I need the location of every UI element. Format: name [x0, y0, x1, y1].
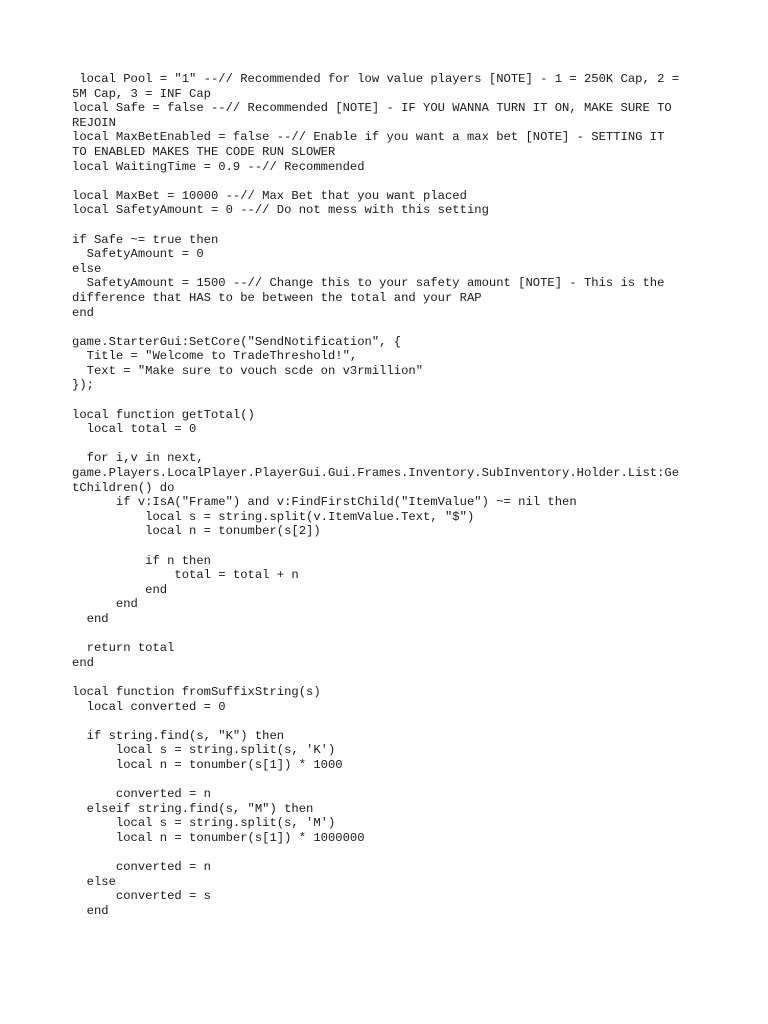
code-line: local MaxBetEnabled = false --// Enable if you want a max bet [NOTE] - SETTING IT: [72, 130, 665, 145]
code-line: elseif string.find(s, "M") then: [72, 801, 314, 816]
code-line: return total: [72, 641, 175, 656]
code-line: tChildren() do: [72, 480, 175, 495]
code-line: local WaitingTime = 0.9 --// Recommended: [72, 159, 365, 174]
code-line: if Safe ~= true then: [72, 232, 219, 247]
code-line: local n = tonumber(s[2]): [72, 524, 321, 539]
code-line: [72, 437, 702, 452]
code-line: end: [72, 903, 109, 918]
code-line: if n then: [72, 553, 211, 568]
code-line: local s = string.split(s, 'K'): [72, 743, 336, 758]
code-line: end: [72, 305, 94, 320]
code-line: [72, 393, 702, 408]
code-line: local Safe = false --// Recommended [NOTE] - IF YOU WANNA TURN IT ON, MAKE SURE TO: [72, 101, 672, 116]
code-line: Text = "Make sure to vouch scde on v3rmillion": [72, 363, 424, 378]
code-line: SafetyAmount = 0: [72, 247, 204, 262]
code-line: local Pool = "1" --// Recommended for low value players [NOTE] - 1 = 250K Cap, 2 =: [72, 72, 680, 86]
code-line: local total = 0: [72, 422, 197, 437]
code-line: local n = tonumber(s[1]) * 1000000: [72, 830, 365, 845]
code-line: local SafetyAmount = 0 --// Do not mess with this setting: [72, 203, 489, 218]
code-line: [72, 670, 702, 685]
code-line: game.Players.LocalPlayer.PlayerGui.Gui.Frames.Inventory.SubInventory.Holder.List:Ge: [72, 466, 680, 481]
code-line: [72, 773, 702, 788]
code-line: end: [72, 611, 109, 626]
code-line: [72, 174, 702, 189]
code-line: if v:IsA("Frame") and v:FindFirstChild("ItemValue") ~= nil then: [72, 495, 577, 510]
code-line: local converted = 0: [72, 699, 226, 714]
code-line: local function getTotal(): [72, 407, 255, 422]
code-line: if string.find(s, "K") then: [72, 728, 285, 743]
code-line: for i,v in next,: [72, 451, 204, 466]
code-line: REJOIN: [72, 115, 116, 130]
code-line: local s = string.split(v.ItemValue.Text, "$"): [72, 509, 475, 524]
code-line: game.StarterGui:SetCore("SendNotification", {: [72, 334, 402, 349]
code-line: [72, 714, 702, 729]
code-line: converted = n: [72, 787, 211, 802]
code-line: [72, 627, 702, 642]
code-line: [72, 218, 702, 233]
code-line: local n = tonumber(s[1]) * 1000: [72, 757, 343, 772]
code-line: else: [72, 261, 102, 276]
code-line: [72, 539, 702, 554]
code-line: local MaxBet = 10000 --// Max Bet that you want placed: [72, 188, 467, 203]
code-document: [72, 72, 702, 918]
code-line: end: [72, 655, 94, 670]
code-line: TO ENABLED MAKES THE CODE RUN SLOWER: [72, 144, 336, 159]
code-line: Title = "Welcome to TradeThreshold!",: [72, 349, 358, 364]
code-line: [72, 845, 702, 860]
code-line: [72, 320, 702, 335]
code-line: local s = string.split(s, 'M'): [72, 816, 336, 831]
code-line: else: [72, 874, 116, 889]
code-line: total = total + n: [72, 568, 299, 583]
code-line: end: [72, 582, 168, 597]
code-line: local function fromSuffixString(s): [72, 684, 321, 699]
code-line: difference that HAS to be between the total and your RAP: [72, 290, 482, 305]
code-line: SafetyAmount = 1500 --// Change this to your safety amount [NOTE] - This is the: [72, 276, 665, 291]
code-line: converted = n: [72, 860, 211, 875]
code-line: end: [72, 597, 138, 612]
code-line: 5M Cap, 3 = INF Cap: [72, 86, 211, 101]
code-line: });: [72, 378, 94, 393]
code-line: converted = s: [72, 889, 211, 904]
